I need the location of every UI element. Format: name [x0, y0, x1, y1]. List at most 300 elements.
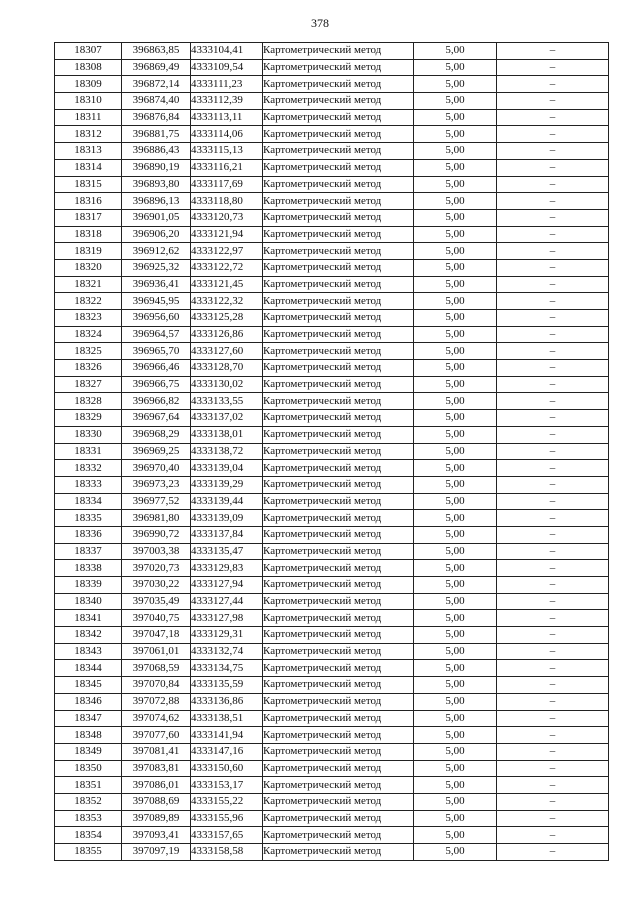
y-coordinate-cell: 4333122,32 [191, 293, 263, 310]
x-coordinate-cell: 396977,52 [122, 493, 191, 510]
accuracy-cell: 5,00 [414, 76, 497, 93]
method-cell: Картометрический метод [263, 426, 414, 443]
y-coordinate-cell: 4333158,58 [191, 844, 263, 861]
x-coordinate-cell: 396966,82 [122, 393, 191, 410]
note-cell: – [497, 159, 609, 176]
accuracy-cell: 5,00 [414, 226, 497, 243]
y-coordinate-cell: 4333109,54 [191, 59, 263, 76]
accuracy-cell: 5,00 [414, 643, 497, 660]
x-coordinate-cell: 396970,40 [122, 460, 191, 477]
note-cell: – [497, 727, 609, 744]
x-coordinate-cell: 396945,95 [122, 293, 191, 310]
method-cell: Картометрический метод [263, 710, 414, 727]
y-coordinate-cell: 4333137,02 [191, 410, 263, 427]
accuracy-cell: 5,00 [414, 209, 497, 226]
table-row [55, 693, 609, 710]
method-cell: Картометрический метод [263, 193, 414, 210]
point-number-cell: 18320 [55, 259, 122, 276]
point-number-cell: 18333 [55, 476, 122, 493]
table-row [55, 410, 609, 427]
table-row [55, 460, 609, 477]
table-row [55, 777, 609, 794]
y-coordinate-cell: 4333122,72 [191, 259, 263, 276]
x-coordinate-cell: 397070,84 [122, 677, 191, 694]
x-coordinate-cell: 397074,62 [122, 710, 191, 727]
accuracy-cell: 5,00 [414, 443, 497, 460]
y-coordinate-cell: 4333126,86 [191, 326, 263, 343]
method-cell: Картометрический метод [263, 460, 414, 477]
method-cell: Картометрический метод [263, 310, 414, 327]
method-cell: Картометрический метод [263, 827, 414, 844]
method-cell: Картометрический метод [263, 693, 414, 710]
point-number-cell: 18345 [55, 677, 122, 694]
y-coordinate-cell: 4333115,13 [191, 143, 263, 160]
y-coordinate-cell: 4333127,60 [191, 343, 263, 360]
accuracy-cell: 5,00 [414, 176, 497, 193]
method-cell: Картометрический метод [263, 176, 414, 193]
y-coordinate-cell: 4333137,84 [191, 526, 263, 543]
note-cell: – [497, 59, 609, 76]
point-number-cell: 18338 [55, 560, 122, 577]
method-cell: Картометрический метод [263, 126, 414, 143]
y-coordinate-cell: 4333153,17 [191, 777, 263, 794]
y-coordinate-cell: 4333104,41 [191, 43, 263, 60]
method-cell: Картометрический метод [263, 393, 414, 410]
method-cell: Картометрический метод [263, 643, 414, 660]
method-cell: Картометрический метод [263, 727, 414, 744]
y-coordinate-cell: 4333135,47 [191, 543, 263, 560]
table-row [55, 493, 609, 510]
point-number-cell: 18349 [55, 743, 122, 760]
note-cell: – [497, 460, 609, 477]
accuracy-cell: 5,00 [414, 526, 497, 543]
method-cell: Картометрический метод [263, 243, 414, 260]
accuracy-cell: 5,00 [414, 727, 497, 744]
y-coordinate-cell: 4333141,94 [191, 727, 263, 744]
y-coordinate-cell: 4333138,01 [191, 426, 263, 443]
note-cell: – [497, 310, 609, 327]
x-coordinate-cell: 396965,70 [122, 343, 191, 360]
method-cell: Картометрический метод [263, 376, 414, 393]
y-coordinate-cell: 4333147,16 [191, 743, 263, 760]
note-cell: – [497, 176, 609, 193]
note-cell: – [497, 844, 609, 861]
coordinates-table [54, 42, 609, 861]
y-coordinate-cell: 4333127,94 [191, 577, 263, 594]
y-coordinate-cell: 4333122,97 [191, 243, 263, 260]
x-coordinate-cell: 396906,20 [122, 226, 191, 243]
y-coordinate-cell: 4333129,31 [191, 627, 263, 644]
note-cell: – [497, 760, 609, 777]
table-row [55, 743, 609, 760]
point-number-cell: 18351 [55, 777, 122, 794]
method-cell: Картометрический метод [263, 493, 414, 510]
accuracy-cell: 5,00 [414, 660, 497, 677]
note-cell: – [497, 560, 609, 577]
accuracy-cell: 5,00 [414, 376, 497, 393]
note-cell: – [497, 577, 609, 594]
accuracy-cell: 5,00 [414, 326, 497, 343]
y-coordinate-cell: 4333155,22 [191, 793, 263, 810]
x-coordinate-cell: 396886,43 [122, 143, 191, 160]
accuracy-cell: 5,00 [414, 143, 497, 160]
table-row [55, 443, 609, 460]
method-cell: Картометрический метод [263, 259, 414, 276]
point-number-cell: 18353 [55, 810, 122, 827]
point-number-cell: 18336 [55, 526, 122, 543]
y-coordinate-cell: 4333118,80 [191, 193, 263, 210]
point-number-cell: 18344 [55, 660, 122, 677]
note-cell: – [497, 593, 609, 610]
x-coordinate-cell: 396990,72 [122, 526, 191, 543]
accuracy-cell: 5,00 [414, 126, 497, 143]
method-cell: Картометрический метод [263, 93, 414, 110]
note-cell: – [497, 693, 609, 710]
table-row [55, 93, 609, 110]
table-row [55, 543, 609, 560]
method-cell: Картометрический метод [263, 577, 414, 594]
x-coordinate-cell: 396969,25 [122, 443, 191, 460]
x-coordinate-cell: 396936,41 [122, 276, 191, 293]
point-number-cell: 18330 [55, 426, 122, 443]
y-coordinate-cell: 4333116,21 [191, 159, 263, 176]
point-number-cell: 18343 [55, 643, 122, 660]
table-row [55, 677, 609, 694]
point-number-cell: 18354 [55, 827, 122, 844]
accuracy-cell: 5,00 [414, 810, 497, 827]
table-row [55, 276, 609, 293]
method-cell: Картометрический метод [263, 760, 414, 777]
accuracy-cell: 5,00 [414, 360, 497, 377]
note-cell: – [497, 643, 609, 660]
method-cell: Картометрический метод [263, 109, 414, 126]
x-coordinate-cell: 396964,57 [122, 326, 191, 343]
point-number-cell: 18347 [55, 710, 122, 727]
table-row [55, 226, 609, 243]
x-coordinate-cell: 397020,73 [122, 560, 191, 577]
table-row [55, 326, 609, 343]
note-cell: – [497, 743, 609, 760]
table-row [55, 793, 609, 810]
x-coordinate-cell: 396890,19 [122, 159, 191, 176]
note-cell: – [497, 627, 609, 644]
x-coordinate-cell: 396896,13 [122, 193, 191, 210]
table-row [55, 143, 609, 160]
point-number-cell: 18327 [55, 376, 122, 393]
method-cell: Картометрический метод [263, 326, 414, 343]
table-row [55, 577, 609, 594]
x-coordinate-cell: 396966,75 [122, 376, 191, 393]
y-coordinate-cell: 4333112,39 [191, 93, 263, 110]
method-cell: Картометрический метод [263, 777, 414, 794]
point-number-cell: 18310 [55, 93, 122, 110]
method-cell: Картометрический метод [263, 76, 414, 93]
table-row [55, 844, 609, 861]
y-coordinate-cell: 4333117,69 [191, 176, 263, 193]
note-cell: – [497, 426, 609, 443]
method-cell: Картометрический метод [263, 844, 414, 861]
point-number-cell: 18311 [55, 109, 122, 126]
point-number-cell: 18317 [55, 209, 122, 226]
point-number-cell: 18329 [55, 410, 122, 427]
note-cell: – [497, 43, 609, 60]
table-row [55, 293, 609, 310]
x-coordinate-cell: 397030,22 [122, 577, 191, 594]
table-row [55, 43, 609, 60]
method-cell: Картометрический метод [263, 627, 414, 644]
method-cell: Картометрический метод [263, 560, 414, 577]
accuracy-cell: 5,00 [414, 310, 497, 327]
x-coordinate-cell: 396973,23 [122, 476, 191, 493]
accuracy-cell: 5,00 [414, 510, 497, 527]
accuracy-cell: 5,00 [414, 259, 497, 276]
y-coordinate-cell: 4333133,55 [191, 393, 263, 410]
y-coordinate-cell: 4333136,86 [191, 693, 263, 710]
accuracy-cell: 5,00 [414, 410, 497, 427]
coordinates-table-body [55, 43, 609, 861]
point-number-cell: 18309 [55, 76, 122, 93]
method-cell: Картометрический метод [263, 810, 414, 827]
method-cell: Картометрический метод [263, 343, 414, 360]
table-row [55, 193, 609, 210]
note-cell: – [497, 543, 609, 560]
y-coordinate-cell: 4333125,28 [191, 310, 263, 327]
table-row [55, 393, 609, 410]
x-coordinate-cell: 396874,40 [122, 93, 191, 110]
y-coordinate-cell: 4333129,83 [191, 560, 263, 577]
table-row [55, 827, 609, 844]
note-cell: – [497, 510, 609, 527]
method-cell: Картометрический метод [263, 793, 414, 810]
note-cell: – [497, 610, 609, 627]
point-number-cell: 18350 [55, 760, 122, 777]
accuracy-cell: 5,00 [414, 593, 497, 610]
accuracy-cell: 5,00 [414, 243, 497, 260]
table-row [55, 760, 609, 777]
point-number-cell: 18316 [55, 193, 122, 210]
note-cell: – [497, 376, 609, 393]
method-cell: Картометрический метод [263, 526, 414, 543]
point-number-cell: 18313 [55, 143, 122, 160]
point-number-cell: 18355 [55, 844, 122, 861]
accuracy-cell: 5,00 [414, 693, 497, 710]
accuracy-cell: 5,00 [414, 793, 497, 810]
note-cell: – [497, 143, 609, 160]
table-row [55, 627, 609, 644]
accuracy-cell: 5,00 [414, 560, 497, 577]
table-row [55, 426, 609, 443]
method-cell: Картометрический метод [263, 476, 414, 493]
note-cell: – [497, 343, 609, 360]
point-number-cell: 18312 [55, 126, 122, 143]
note-cell: – [497, 793, 609, 810]
y-coordinate-cell: 4333121,45 [191, 276, 263, 293]
point-number-cell: 18340 [55, 593, 122, 610]
x-coordinate-cell: 397097,19 [122, 844, 191, 861]
table-row [55, 810, 609, 827]
accuracy-cell: 5,00 [414, 43, 497, 60]
table-row [55, 593, 609, 610]
table-row [55, 259, 609, 276]
note-cell: – [497, 193, 609, 210]
point-number-cell: 18308 [55, 59, 122, 76]
method-cell: Картометрический метод [263, 677, 414, 694]
method-cell: Картометрический метод [263, 276, 414, 293]
point-number-cell: 18314 [55, 159, 122, 176]
method-cell: Картометрический метод [263, 543, 414, 560]
x-coordinate-cell: 397093,41 [122, 827, 191, 844]
method-cell: Картометрический метод [263, 209, 414, 226]
x-coordinate-cell: 397072,88 [122, 693, 191, 710]
point-number-cell: 18328 [55, 393, 122, 410]
accuracy-cell: 5,00 [414, 627, 497, 644]
y-coordinate-cell: 4333135,59 [191, 677, 263, 694]
y-coordinate-cell: 4333138,51 [191, 710, 263, 727]
note-cell: – [497, 710, 609, 727]
accuracy-cell: 5,00 [414, 777, 497, 794]
y-coordinate-cell: 4333150,60 [191, 760, 263, 777]
y-coordinate-cell: 4333157,65 [191, 827, 263, 844]
note-cell: – [497, 326, 609, 343]
point-number-cell: 18346 [55, 693, 122, 710]
point-number-cell: 18324 [55, 326, 122, 343]
accuracy-cell: 5,00 [414, 827, 497, 844]
table-row [55, 126, 609, 143]
method-cell: Картометрический метод [263, 593, 414, 610]
method-cell: Картометрический метод [263, 743, 414, 760]
y-coordinate-cell: 4333127,98 [191, 610, 263, 627]
y-coordinate-cell: 4333139,44 [191, 493, 263, 510]
point-number-cell: 18334 [55, 493, 122, 510]
accuracy-cell: 5,00 [414, 159, 497, 176]
accuracy-cell: 5,00 [414, 577, 497, 594]
table-row [55, 660, 609, 677]
note-cell: – [497, 76, 609, 93]
y-coordinate-cell: 4333120,73 [191, 209, 263, 226]
method-cell: Картометрический метод [263, 510, 414, 527]
point-number-cell: 18331 [55, 443, 122, 460]
method-cell: Картометрический метод [263, 143, 414, 160]
x-coordinate-cell: 396876,84 [122, 109, 191, 126]
accuracy-cell: 5,00 [414, 610, 497, 627]
x-coordinate-cell: 396956,60 [122, 310, 191, 327]
x-coordinate-cell: 396925,32 [122, 259, 191, 276]
y-coordinate-cell: 4333121,94 [191, 226, 263, 243]
method-cell: Картометрический метод [263, 360, 414, 377]
method-cell: Картометрический метод [263, 610, 414, 627]
x-coordinate-cell: 396981,80 [122, 510, 191, 527]
point-number-cell: 18323 [55, 310, 122, 327]
y-coordinate-cell: 4333139,04 [191, 460, 263, 477]
accuracy-cell: 5,00 [414, 743, 497, 760]
note-cell: – [497, 810, 609, 827]
table-row [55, 209, 609, 226]
note-cell: – [497, 443, 609, 460]
method-cell: Картометрический метод [263, 226, 414, 243]
method-cell: Картометрический метод [263, 660, 414, 677]
y-coordinate-cell: 4333114,06 [191, 126, 263, 143]
table-row [55, 310, 609, 327]
x-coordinate-cell: 397061,01 [122, 643, 191, 660]
method-cell: Картометрический метод [263, 443, 414, 460]
table-row [55, 510, 609, 527]
accuracy-cell: 5,00 [414, 276, 497, 293]
y-coordinate-cell: 4333130,02 [191, 376, 263, 393]
x-coordinate-cell: 396967,64 [122, 410, 191, 427]
table-row [55, 643, 609, 660]
y-coordinate-cell: 4333138,72 [191, 443, 263, 460]
note-cell: – [497, 493, 609, 510]
table-row [55, 476, 609, 493]
y-coordinate-cell: 4333128,70 [191, 360, 263, 377]
method-cell: Картометрический метод [263, 159, 414, 176]
table-row [55, 610, 609, 627]
note-cell: – [497, 476, 609, 493]
x-coordinate-cell: 396966,46 [122, 360, 191, 377]
accuracy-cell: 5,00 [414, 543, 497, 560]
table-row [55, 109, 609, 126]
accuracy-cell: 5,00 [414, 393, 497, 410]
page-number: 378 [311, 16, 329, 30]
accuracy-cell: 5,00 [414, 760, 497, 777]
point-number-cell: 18319 [55, 243, 122, 260]
table-row [55, 727, 609, 744]
table-row [55, 59, 609, 76]
note-cell: – [497, 393, 609, 410]
accuracy-cell: 5,00 [414, 59, 497, 76]
point-number-cell: 18342 [55, 627, 122, 644]
y-coordinate-cell: 4333127,44 [191, 593, 263, 610]
note-cell: – [497, 226, 609, 243]
y-coordinate-cell: 4333139,29 [191, 476, 263, 493]
x-coordinate-cell: 396863,85 [122, 43, 191, 60]
point-number-cell: 18322 [55, 293, 122, 310]
x-coordinate-cell: 396901,05 [122, 209, 191, 226]
note-cell: – [497, 93, 609, 110]
note-cell: – [497, 410, 609, 427]
x-coordinate-cell: 397089,89 [122, 810, 191, 827]
point-number-cell: 18315 [55, 176, 122, 193]
table-row [55, 76, 609, 93]
accuracy-cell: 5,00 [414, 93, 497, 110]
point-number-cell: 18325 [55, 343, 122, 360]
table-row [55, 526, 609, 543]
method-cell: Картометрический метод [263, 293, 414, 310]
point-number-cell: 18321 [55, 276, 122, 293]
accuracy-cell: 5,00 [414, 460, 497, 477]
accuracy-cell: 5,00 [414, 710, 497, 727]
x-coordinate-cell: 397003,38 [122, 543, 191, 560]
x-coordinate-cell: 397083,81 [122, 760, 191, 777]
method-cell: Картометрический метод [263, 59, 414, 76]
table-row [55, 343, 609, 360]
note-cell: – [497, 677, 609, 694]
table-row [55, 560, 609, 577]
accuracy-cell: 5,00 [414, 343, 497, 360]
point-number-cell: 18332 [55, 460, 122, 477]
y-coordinate-cell: 4333113,11 [191, 109, 263, 126]
table-row [55, 176, 609, 193]
point-number-cell: 18341 [55, 610, 122, 627]
point-number-cell: 18348 [55, 727, 122, 744]
x-coordinate-cell: 397047,18 [122, 627, 191, 644]
x-coordinate-cell: 397077,60 [122, 727, 191, 744]
accuracy-cell: 5,00 [414, 677, 497, 694]
table-row [55, 376, 609, 393]
point-number-cell: 18339 [55, 577, 122, 594]
point-number-cell: 18337 [55, 543, 122, 560]
accuracy-cell: 5,00 [414, 293, 497, 310]
